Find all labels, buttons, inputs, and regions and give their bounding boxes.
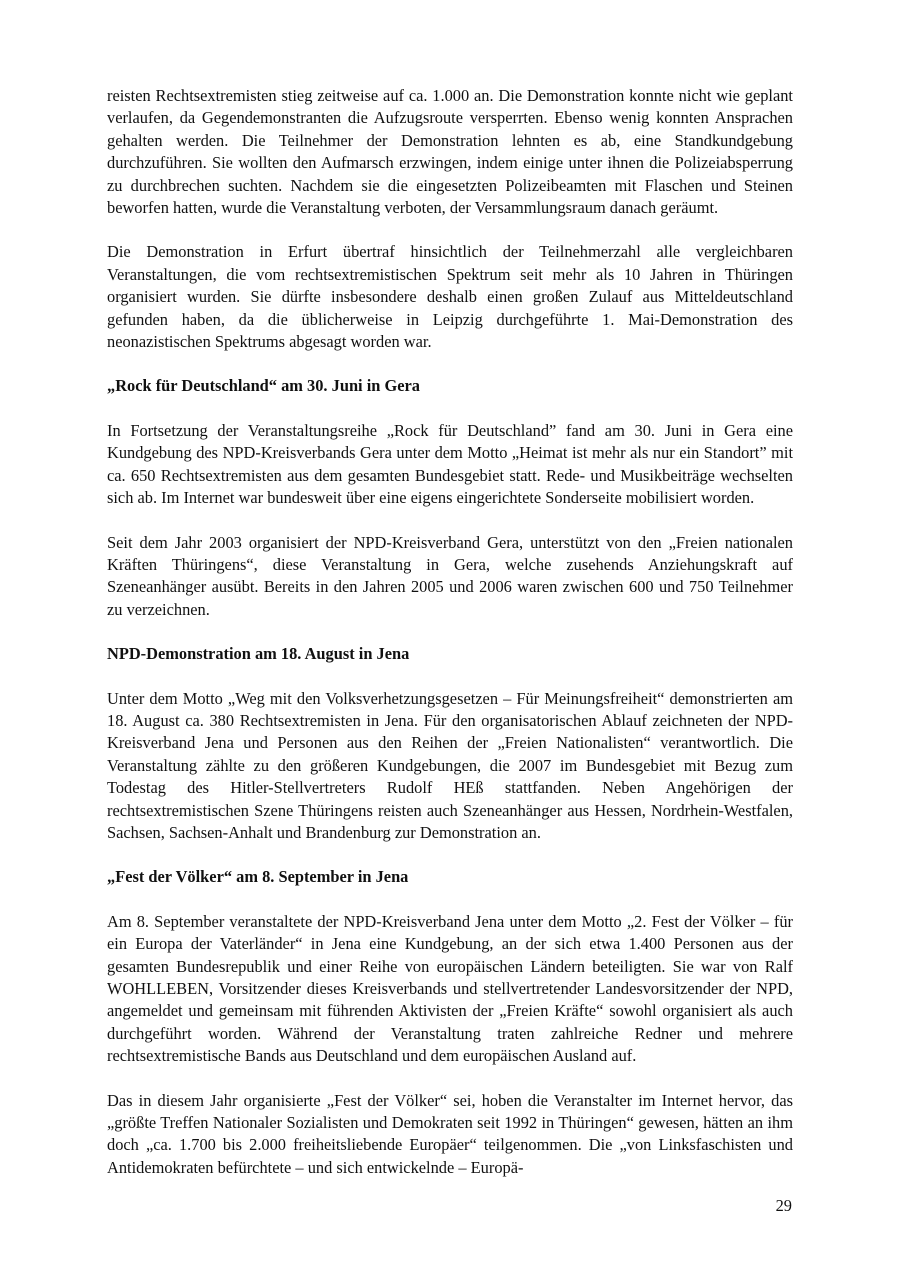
paragraph-erfurt-comparison: Die Demonstration in Erfurt übertraf hinsichtlich der Teilnehmerzahl alle vergleichbaren Veranstaltungen, die vom rechtsextremistischen Spektrum seit mehr als 10 Jahren in Thüringen organisiert wurden. Sie dürfte insbesondere deshalb einen großen Zulauf aus Mitteldeutschland gefunden haben, da die üblicherweise in Leipzig durchgeführte 1. Mai-Demonstration des neonazistischen Spektrums abgesagt worden war.: [107, 242, 793, 352]
paragraph-erfurt-demonstration-end: reisten Rechtsextremisten stieg zeitweise auf ca. 1.000 an. Die Demonstration konnte nicht wie geplant verlaufen, da Gegendemonstranten die Aufzugsroute versperrten. Ebenso wenig konnten Ansprachen gehalten werden. Die Teilnehmer der Demonstration lehnten es ab, eine Standkundgebung durchzuführen. Sie wollten den Aufmarsch erzwingen, indem einige unter ihnen die Polizeiabsperrung zu durchbrechen suchten. Nachdem sie die eingesetzten Polizeibeamten mit Flaschen und Steinen beworfen hatten, wurde die Veranstaltung verboten, der Versammlungsraum danach geräumt.: [107, 86, 793, 218]
page-number: 29: [775, 1196, 792, 1215]
page-body: [107, 85, 793, 1201]
paragraph-gera-history: Seit dem Jahr 2003 organisiert der NPD-Kreisverband Gera, unterstützt von den „Freien nationalen Kräften Thüringens“, diese Veranstaltung in Gera, welche zusehends Anziehungskraft auf Szeneanhänger ausübt. Bereits in den Jahren 2005 und 2006 waren zwischen 600 und 750 Teilnehmer zu verzeichnen.: [107, 532, 793, 619]
paragraph-fest-der-voelker-internet: Das in diesem Jahr organisierte „Fest der Völker“ sei, hoben die Veranstalter im Internet hervor, das „größte Treffen Nationaler Sozialisten und Demokraten seit 1992 in Thüringen“ gewesen, hätten an ihm doch „ca. 1.700 bis 2.000 freiheitsliebende Europäer“ teilgenommen. Die „von Linksfaschisten und Antidemokraten befürchtete – und sich entwickelnde – Europä-: [107, 1090, 793, 1177]
heading-npd-demonstration-jena: NPD-Demonstration am 18. August in Jena: [107, 644, 410, 664]
paragraph-fest-der-voelker: Am 8. September veranstaltete der NPD-Kreisverband Jena unter dem Motto „2. Fest der Völker – für ein Europa der Vaterländer“ in Jena eine Kundgebung, an der sich etwa 1.400 Personen aus der gesamten Bundesrepublik und einer Reihe von europäischen Ländern beteiligten. Sie war von Ralf WOHLLEBEN, Vorsitzender dieses Kreisverbands und stellvertretender Landesvorsitzender der NPD, angemeldet und gemeinsam mit führenden Aktivisten der „Freien Kräfte“ sowohl organisiert als auch durchgeführt worden. Während der Veranstaltung traten zahlreiche Redner und mehrere rechtsextremistische Bands aus Deutschland und dem europäischen Ausland auf.: [107, 911, 793, 1066]
heading-rock-fuer-deutschland: „Rock für Deutschland“ am 30. Juni in Gera: [107, 376, 420, 396]
paragraph-rock-fuer-deutschland: In Fortsetzung der Veranstaltungsreihe „Rock für Deutschland” fand am 30. Juni in Gera eine Kundgebung des NPD-Kreisverbands Gera unter dem Motto „Heimat ist mehr als nur ein Standort” mit ca. 650 Rechtsextremisten aus dem gesamten Bundesgebiet statt. Rede- und Musikbeiträge wechselten sich ab. Im Internet war bundesweit über eine eigens eingerichtete Sonderseite mobilisiert worden.: [107, 420, 793, 508]
paragraph-npd-demonstration-jena: Unter dem Motto „Weg mit den Volksverhetzungsgesetzen – Für Meinungsfreiheit“ demonstrierten am 18. August ca. 380 Rechtsextremisten in Jena. Für den organisatorischen Ablauf zeichneten der NPD-Kreisverband Jena und Personen aus den Reihen der „Freien Nationalisten“ verantwortlich. Die Veranstaltung zählte zu den größeren Kundgebungen, die 2007 im Bundesgebiet mit Bezug zum Todestag des Hitler-Stellvertreters Rudolf HEß stattfanden. Neben Angehörigen der rechtsextremistischen Szene Thüringens reisten auch Szeneanhänger aus Hessen, Nordrhein-Westfalen, Sachsen, Sachsen-Anhalt und Brandenburg zur Demonstration an.: [107, 688, 793, 842]
heading-fest-der-voelker: „Fest der Völker“ am 8. September in Jena: [107, 867, 409, 887]
